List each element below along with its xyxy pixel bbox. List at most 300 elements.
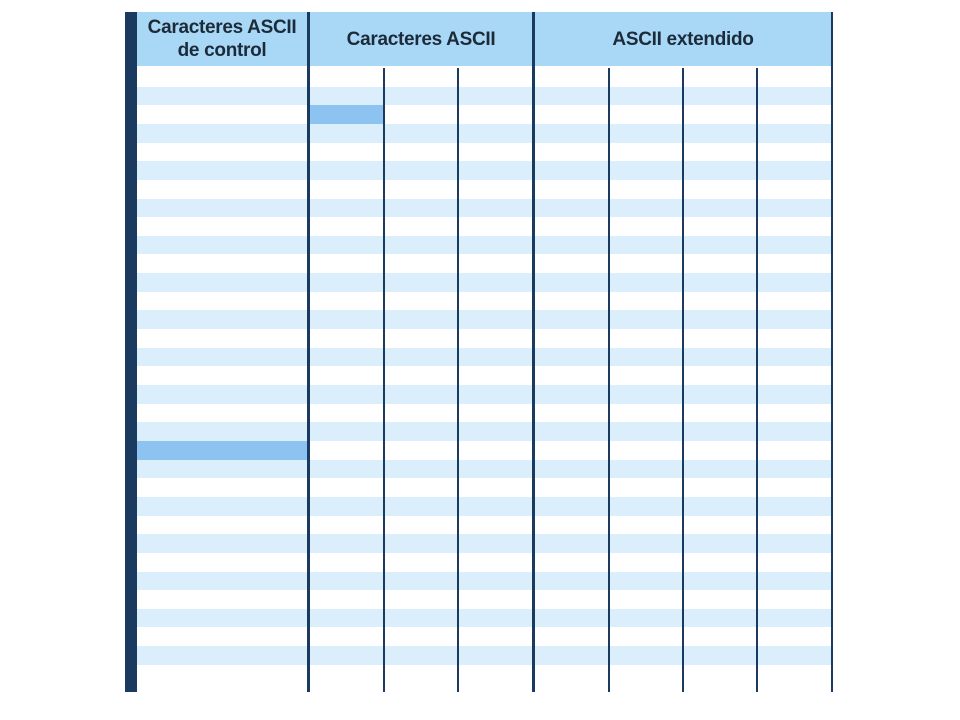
code-number: [690, 255, 718, 274]
code-number: [147, 516, 173, 535]
ascii-character: [412, 310, 456, 329]
printable-header: Caracteres ASCII: [310, 12, 532, 66]
control-description: [223, 292, 307, 311]
code-number: [147, 553, 173, 572]
table-row: [310, 404, 532, 423]
code-number: [690, 87, 718, 106]
ascii-character: [338, 460, 382, 479]
code-number: [616, 124, 644, 143]
ascii-character: [412, 124, 456, 143]
code-number: [764, 329, 792, 348]
code-number: [764, 255, 792, 274]
table-row: [137, 217, 307, 236]
ascii-character: [338, 217, 382, 236]
control-description: [223, 255, 307, 274]
table-row: [137, 478, 307, 497]
ascii-character: [486, 516, 530, 535]
code-number: [147, 199, 173, 218]
code-number: [616, 441, 644, 460]
code-number: [542, 385, 570, 404]
code-number: [616, 572, 644, 591]
ascii-character: [338, 441, 382, 460]
ascii-character: [338, 553, 382, 572]
table-row: [137, 236, 307, 255]
extended-character: [641, 404, 681, 423]
table-row: [310, 572, 532, 591]
control-description: [223, 180, 307, 199]
extended-character: [567, 609, 607, 628]
extended-character: [641, 385, 681, 404]
code-number: [542, 329, 570, 348]
extended-character: [789, 273, 829, 292]
code-number: [147, 161, 173, 180]
extended-character: [789, 143, 829, 162]
code-number: [542, 497, 570, 516]
code-number: [542, 255, 570, 274]
code-number: [690, 124, 718, 143]
code-number: [764, 572, 792, 591]
code-number: [690, 590, 718, 609]
code-number: [690, 609, 718, 628]
table-row: [310, 68, 532, 87]
ascii-character: [338, 180, 382, 199]
ascii-character: [338, 628, 382, 647]
table-row: [310, 516, 532, 535]
extended-character: [789, 310, 829, 329]
extended-character: [715, 161, 755, 180]
extended-character: [789, 385, 829, 404]
extended-character: [567, 180, 607, 199]
code-number: [147, 497, 173, 516]
code-number: [147, 310, 173, 329]
extended-character: [567, 366, 607, 385]
code-number: [147, 143, 173, 162]
ascii-character: [412, 348, 456, 367]
code-number: [690, 161, 718, 180]
extended-character: [715, 236, 755, 255]
extended-character: [789, 366, 829, 385]
extended-character: [715, 143, 755, 162]
extended-character: [715, 366, 755, 385]
ascii-character: [486, 124, 530, 143]
extended-character: [715, 590, 755, 609]
code-number: [542, 180, 570, 199]
extended-character: [715, 646, 755, 665]
table-row: [137, 348, 307, 367]
code-number: [690, 329, 718, 348]
extended-character: [789, 590, 829, 609]
code-number: [542, 292, 570, 311]
table-row: [137, 329, 307, 348]
table-row: [310, 105, 532, 124]
ascii-character: [412, 329, 456, 348]
code-number: [690, 217, 718, 236]
extended-character: [789, 572, 829, 591]
extended-character: [789, 292, 829, 311]
ascii-character: [412, 497, 456, 516]
control-description: [223, 441, 307, 460]
ascii-character: [486, 292, 530, 311]
control-abbreviation: [173, 665, 225, 684]
column-divider: [608, 68, 610, 692]
table-row: [137, 310, 307, 329]
code-number: [147, 124, 173, 143]
code-number: [764, 497, 792, 516]
table-row: [137, 404, 307, 423]
table-row: [310, 646, 532, 665]
table-row: [310, 665, 532, 684]
code-number: [542, 273, 570, 292]
code-number: [764, 646, 792, 665]
control-description: [223, 478, 307, 497]
table-row: [137, 385, 307, 404]
code-number: [147, 255, 173, 274]
code-number: [147, 236, 173, 255]
code-number: [690, 180, 718, 199]
extended-character: [641, 572, 681, 591]
code-number: [616, 68, 644, 87]
extended-character: [567, 460, 607, 479]
extended-character: [567, 161, 607, 180]
control-abbreviation: [173, 199, 225, 218]
table-row: [310, 590, 532, 609]
table-row: [137, 366, 307, 385]
ascii-character: [338, 329, 382, 348]
control-abbreviation: [173, 348, 225, 367]
ascii-character: [412, 105, 456, 124]
ascii-character: [338, 385, 382, 404]
control-abbreviation: [173, 441, 225, 460]
ascii-character: [412, 68, 456, 87]
extended-character: [641, 236, 681, 255]
code-number: [690, 348, 718, 367]
control-abbreviation: [173, 553, 225, 572]
extended-character: [789, 628, 829, 647]
extended-character: [641, 553, 681, 572]
table-row: [310, 292, 532, 311]
extended-character: [789, 460, 829, 479]
ascii-character: [412, 553, 456, 572]
extended-character: [567, 236, 607, 255]
control-description: [223, 105, 307, 124]
extended-character: [567, 385, 607, 404]
extended-character: [789, 609, 829, 628]
code-number: [690, 236, 718, 255]
control-description: [223, 646, 307, 665]
extended-character: [715, 255, 755, 274]
extended-character: [567, 310, 607, 329]
code-number: [690, 385, 718, 404]
code-number: [616, 534, 644, 553]
code-number: [542, 124, 570, 143]
code-number: [616, 310, 644, 329]
extended-character: [641, 329, 681, 348]
extended-character: [567, 255, 607, 274]
control-description: [223, 385, 307, 404]
table-row: [137, 572, 307, 591]
code-number: [764, 366, 792, 385]
code-number: [690, 292, 718, 311]
ascii-character: [338, 422, 382, 441]
ascii-character: [486, 553, 530, 572]
control-abbreviation: [173, 422, 225, 441]
code-number: [690, 273, 718, 292]
code-number: [542, 366, 570, 385]
code-number: [764, 404, 792, 423]
control-section: [137, 12, 307, 692]
code-number: [542, 590, 570, 609]
extended-character: [789, 497, 829, 516]
code-number: [764, 478, 792, 497]
code-number: [542, 572, 570, 591]
extended-character: [715, 199, 755, 218]
extended-character: [567, 143, 607, 162]
ascii-character: [486, 609, 530, 628]
ascii-character: [486, 422, 530, 441]
ascii-character: [338, 124, 382, 143]
control-description: [223, 199, 307, 218]
ascii-character: [338, 68, 382, 87]
extended-character: [641, 273, 681, 292]
code-number: [616, 609, 644, 628]
printable-section: [310, 12, 532, 692]
control-abbreviation: [173, 404, 225, 423]
extended-character: [641, 124, 681, 143]
table-row: [310, 124, 532, 143]
code-number: [542, 628, 570, 647]
code-number: [764, 553, 792, 572]
ascii-character: [412, 236, 456, 255]
control-description: [223, 310, 307, 329]
code-number: [764, 422, 792, 441]
code-number: [147, 105, 173, 124]
code-number: [542, 68, 570, 87]
code-number: [147, 68, 173, 87]
ascii-character: [486, 273, 530, 292]
code-number: [147, 217, 173, 236]
ascii-character: [486, 199, 530, 218]
extended-character: [715, 329, 755, 348]
code-number: [764, 590, 792, 609]
ascii-character: [412, 217, 456, 236]
ascii-character: [412, 460, 456, 479]
extended-character: [567, 273, 607, 292]
ascii-character: [486, 329, 530, 348]
code-number: [764, 199, 792, 218]
extended-character: [567, 516, 607, 535]
code-number: [542, 422, 570, 441]
control-description: [223, 68, 307, 87]
control-abbreviation: [173, 497, 225, 516]
code-number: [764, 609, 792, 628]
ascii-character: [338, 105, 382, 124]
extended-character: [567, 422, 607, 441]
table-row: [310, 236, 532, 255]
control-abbreviation: [173, 180, 225, 199]
extended-character: [641, 628, 681, 647]
extended-character: [641, 516, 681, 535]
extended-character: [567, 105, 607, 124]
ascii-character: [412, 516, 456, 535]
code-number: [690, 628, 718, 647]
control-abbreviation: [173, 385, 225, 404]
control-abbreviation: [173, 143, 225, 162]
control-description: [223, 609, 307, 628]
code-number: [147, 572, 173, 591]
control-description: [223, 87, 307, 106]
code-number: [764, 310, 792, 329]
code-number: [764, 161, 792, 180]
code-number: [690, 366, 718, 385]
extended-character: [715, 553, 755, 572]
code-number: [690, 516, 718, 535]
extended-character: [641, 105, 681, 124]
code-number: [764, 534, 792, 553]
extended-character: [715, 628, 755, 647]
extended-character: [567, 329, 607, 348]
extended-character: [715, 273, 755, 292]
code-number: [616, 105, 644, 124]
table-row: [137, 87, 307, 106]
ascii-character: [412, 180, 456, 199]
extended-character: [641, 348, 681, 367]
code-number: [690, 441, 718, 460]
extended-character: [715, 105, 755, 124]
extended-character: [715, 497, 755, 516]
extended-character: [715, 385, 755, 404]
extended-character: [789, 236, 829, 255]
table-row: [137, 255, 307, 274]
table-row: [310, 553, 532, 572]
extended-character: [789, 161, 829, 180]
code-number: [147, 180, 173, 199]
extended-character: [715, 180, 755, 199]
code-number: [690, 460, 718, 479]
extended-character: [789, 87, 829, 106]
column-divider: [682, 68, 684, 692]
code-number: [616, 348, 644, 367]
ascii-character: [338, 404, 382, 423]
extended-character: [567, 497, 607, 516]
ascii-character: [338, 478, 382, 497]
control-abbreviation: [173, 310, 225, 329]
extended-character: [641, 199, 681, 218]
ascii-character: [338, 516, 382, 535]
extended-character: [789, 329, 829, 348]
control-description: [223, 553, 307, 572]
ascii-character: [486, 460, 530, 479]
extended-character: [641, 441, 681, 460]
extended-character: [567, 628, 607, 647]
extended-character: [567, 553, 607, 572]
table-row: [310, 385, 532, 404]
extended-character: [641, 310, 681, 329]
extended-character: [789, 180, 829, 199]
table-row: [137, 199, 307, 218]
code-number: [764, 217, 792, 236]
control-description: [223, 534, 307, 553]
code-number: [690, 553, 718, 572]
control-abbreviation: [173, 217, 225, 236]
control-abbreviation: [173, 460, 225, 479]
ascii-character: [486, 441, 530, 460]
table-row: [137, 628, 307, 647]
code-number: [690, 497, 718, 516]
ascii-character: [486, 68, 530, 87]
code-number: [147, 366, 173, 385]
table-row: [310, 348, 532, 367]
extended-character: [715, 516, 755, 535]
code-number: [147, 385, 173, 404]
extended-character: [789, 199, 829, 218]
extended-character: [789, 68, 829, 87]
extended-character: [789, 646, 829, 665]
ascii-character: [412, 161, 456, 180]
extended-character: [641, 478, 681, 497]
code-number: [764, 236, 792, 255]
code-number: [764, 441, 792, 460]
control-abbreviation: [173, 366, 225, 385]
extended-character: [715, 217, 755, 236]
control-description: [223, 628, 307, 647]
ascii-character: [338, 255, 382, 274]
ascii-character: [338, 497, 382, 516]
code-number: [764, 460, 792, 479]
table-row: [310, 460, 532, 479]
ascii-character: [412, 590, 456, 609]
extended-character: [715, 68, 755, 87]
code-number: [542, 310, 570, 329]
ascii-character: [486, 404, 530, 423]
control-description: [223, 236, 307, 255]
control-description: [223, 516, 307, 535]
control-description: [223, 590, 307, 609]
table-row: [137, 497, 307, 516]
code-number: [542, 609, 570, 628]
code-number: [542, 478, 570, 497]
code-number: [147, 441, 173, 460]
code-number: [542, 534, 570, 553]
ascii-character: [338, 590, 382, 609]
table-row: [137, 124, 307, 143]
code-number: [690, 534, 718, 553]
control-abbreviation: [173, 646, 225, 665]
control-abbreviation: [173, 590, 225, 609]
table-row: [310, 217, 532, 236]
code-number: [542, 143, 570, 162]
code-number: [690, 646, 718, 665]
ascii-character: [338, 310, 382, 329]
code-number: [764, 68, 792, 87]
extended-character: [789, 348, 829, 367]
code-number: [616, 87, 644, 106]
ascii-character: [486, 534, 530, 553]
code-number: [147, 292, 173, 311]
control-description: [223, 422, 307, 441]
ascii-character: [412, 441, 456, 460]
control-abbreviation: [173, 105, 225, 124]
code-number: [147, 646, 173, 665]
extended-character: [789, 105, 829, 124]
ascii-character: [486, 255, 530, 274]
table-row: [310, 441, 532, 460]
ascii-character: [412, 199, 456, 218]
ascii-character: [338, 143, 382, 162]
control-description: [223, 124, 307, 143]
ascii-character: [412, 87, 456, 106]
extended-character: [641, 534, 681, 553]
extended-character: [789, 255, 829, 274]
